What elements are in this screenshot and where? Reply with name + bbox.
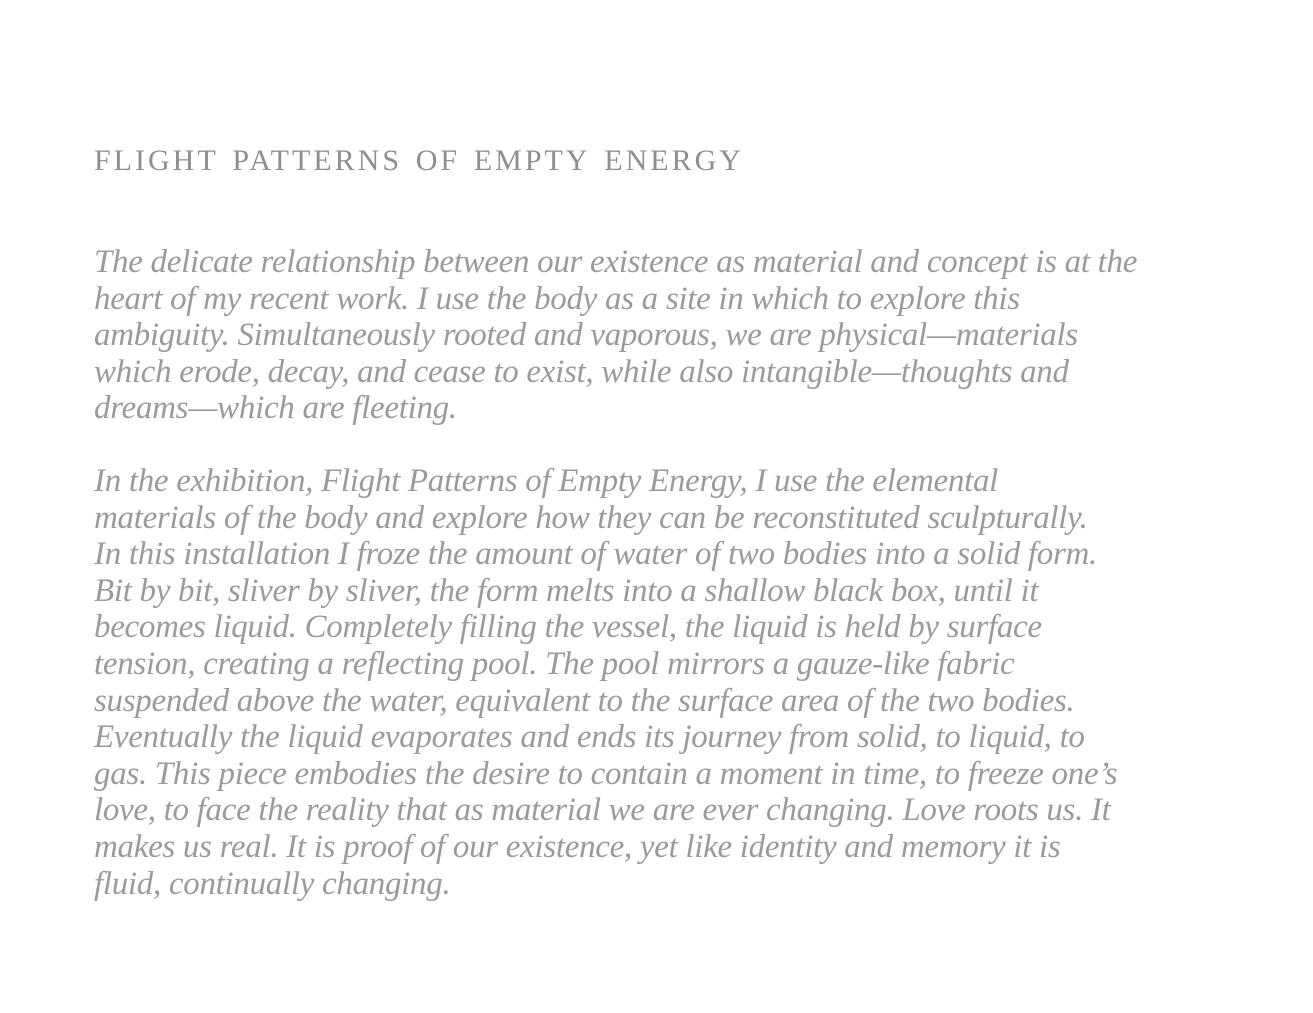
- text-line: love, to face the reality that as material we are ever changing. Love roots us. It: [94, 792, 1111, 829]
- text-line: gas. This piece embodies the desire to contain a moment in time, to freeze one’s: [94, 755, 1118, 792]
- text-line: tension, creating a reflecting pool. The pool mirrors a gauze-like fabric: [94, 645, 1015, 682]
- text-line: which erode, decay, and cease to exist, while also intangible—thoughts and: [94, 353, 1069, 390]
- text-line: heart of my recent work. I use the body as a site in which to explore this: [94, 280, 1020, 317]
- page-title: flight patterns of empty energy: [94, 133, 744, 180]
- text-line: In the exhibition, Flight Patterns of Empty Energy, I use the elemental: [94, 463, 999, 499]
- paragraph-exhibition-description: [94, 463, 1117, 902]
- text-line: materials of the body and explore how they can be reconstituted sculpturally.: [94, 499, 1088, 536]
- document-page: [94, 0, 1214, 1013]
- text-line: In this installation I froze the amount of water of two bodies into a solid form.: [94, 536, 1098, 573]
- text-line: The delicate relationship between our existence as material and concept is at the: [94, 244, 1138, 280]
- text-line: becomes liquid. Completely filling the vessel, the liquid is held by surface: [94, 609, 1042, 646]
- paragraph-artist-statement: [94, 244, 1137, 427]
- text-line: suspended above the water, equivalent to the surface area of the two bodies.: [94, 682, 1075, 719]
- text-line: fluid, continually changing.: [94, 865, 451, 902]
- text-line: ambiguity. Simultaneously rooted and vaporous, we are physical—materials: [94, 317, 1078, 354]
- text-line: makes us real. It is proof of our existence, yet like identity and memory it is: [94, 828, 1061, 865]
- text-line: Bit by bit, sliver by sliver, the form melts into a shallow black box, until it: [94, 572, 1039, 609]
- text-line: dreams—which are fleeting.: [94, 390, 457, 427]
- text-line: Eventually the liquid evaporates and ends its journey from solid, to liquid, to: [94, 719, 1085, 756]
